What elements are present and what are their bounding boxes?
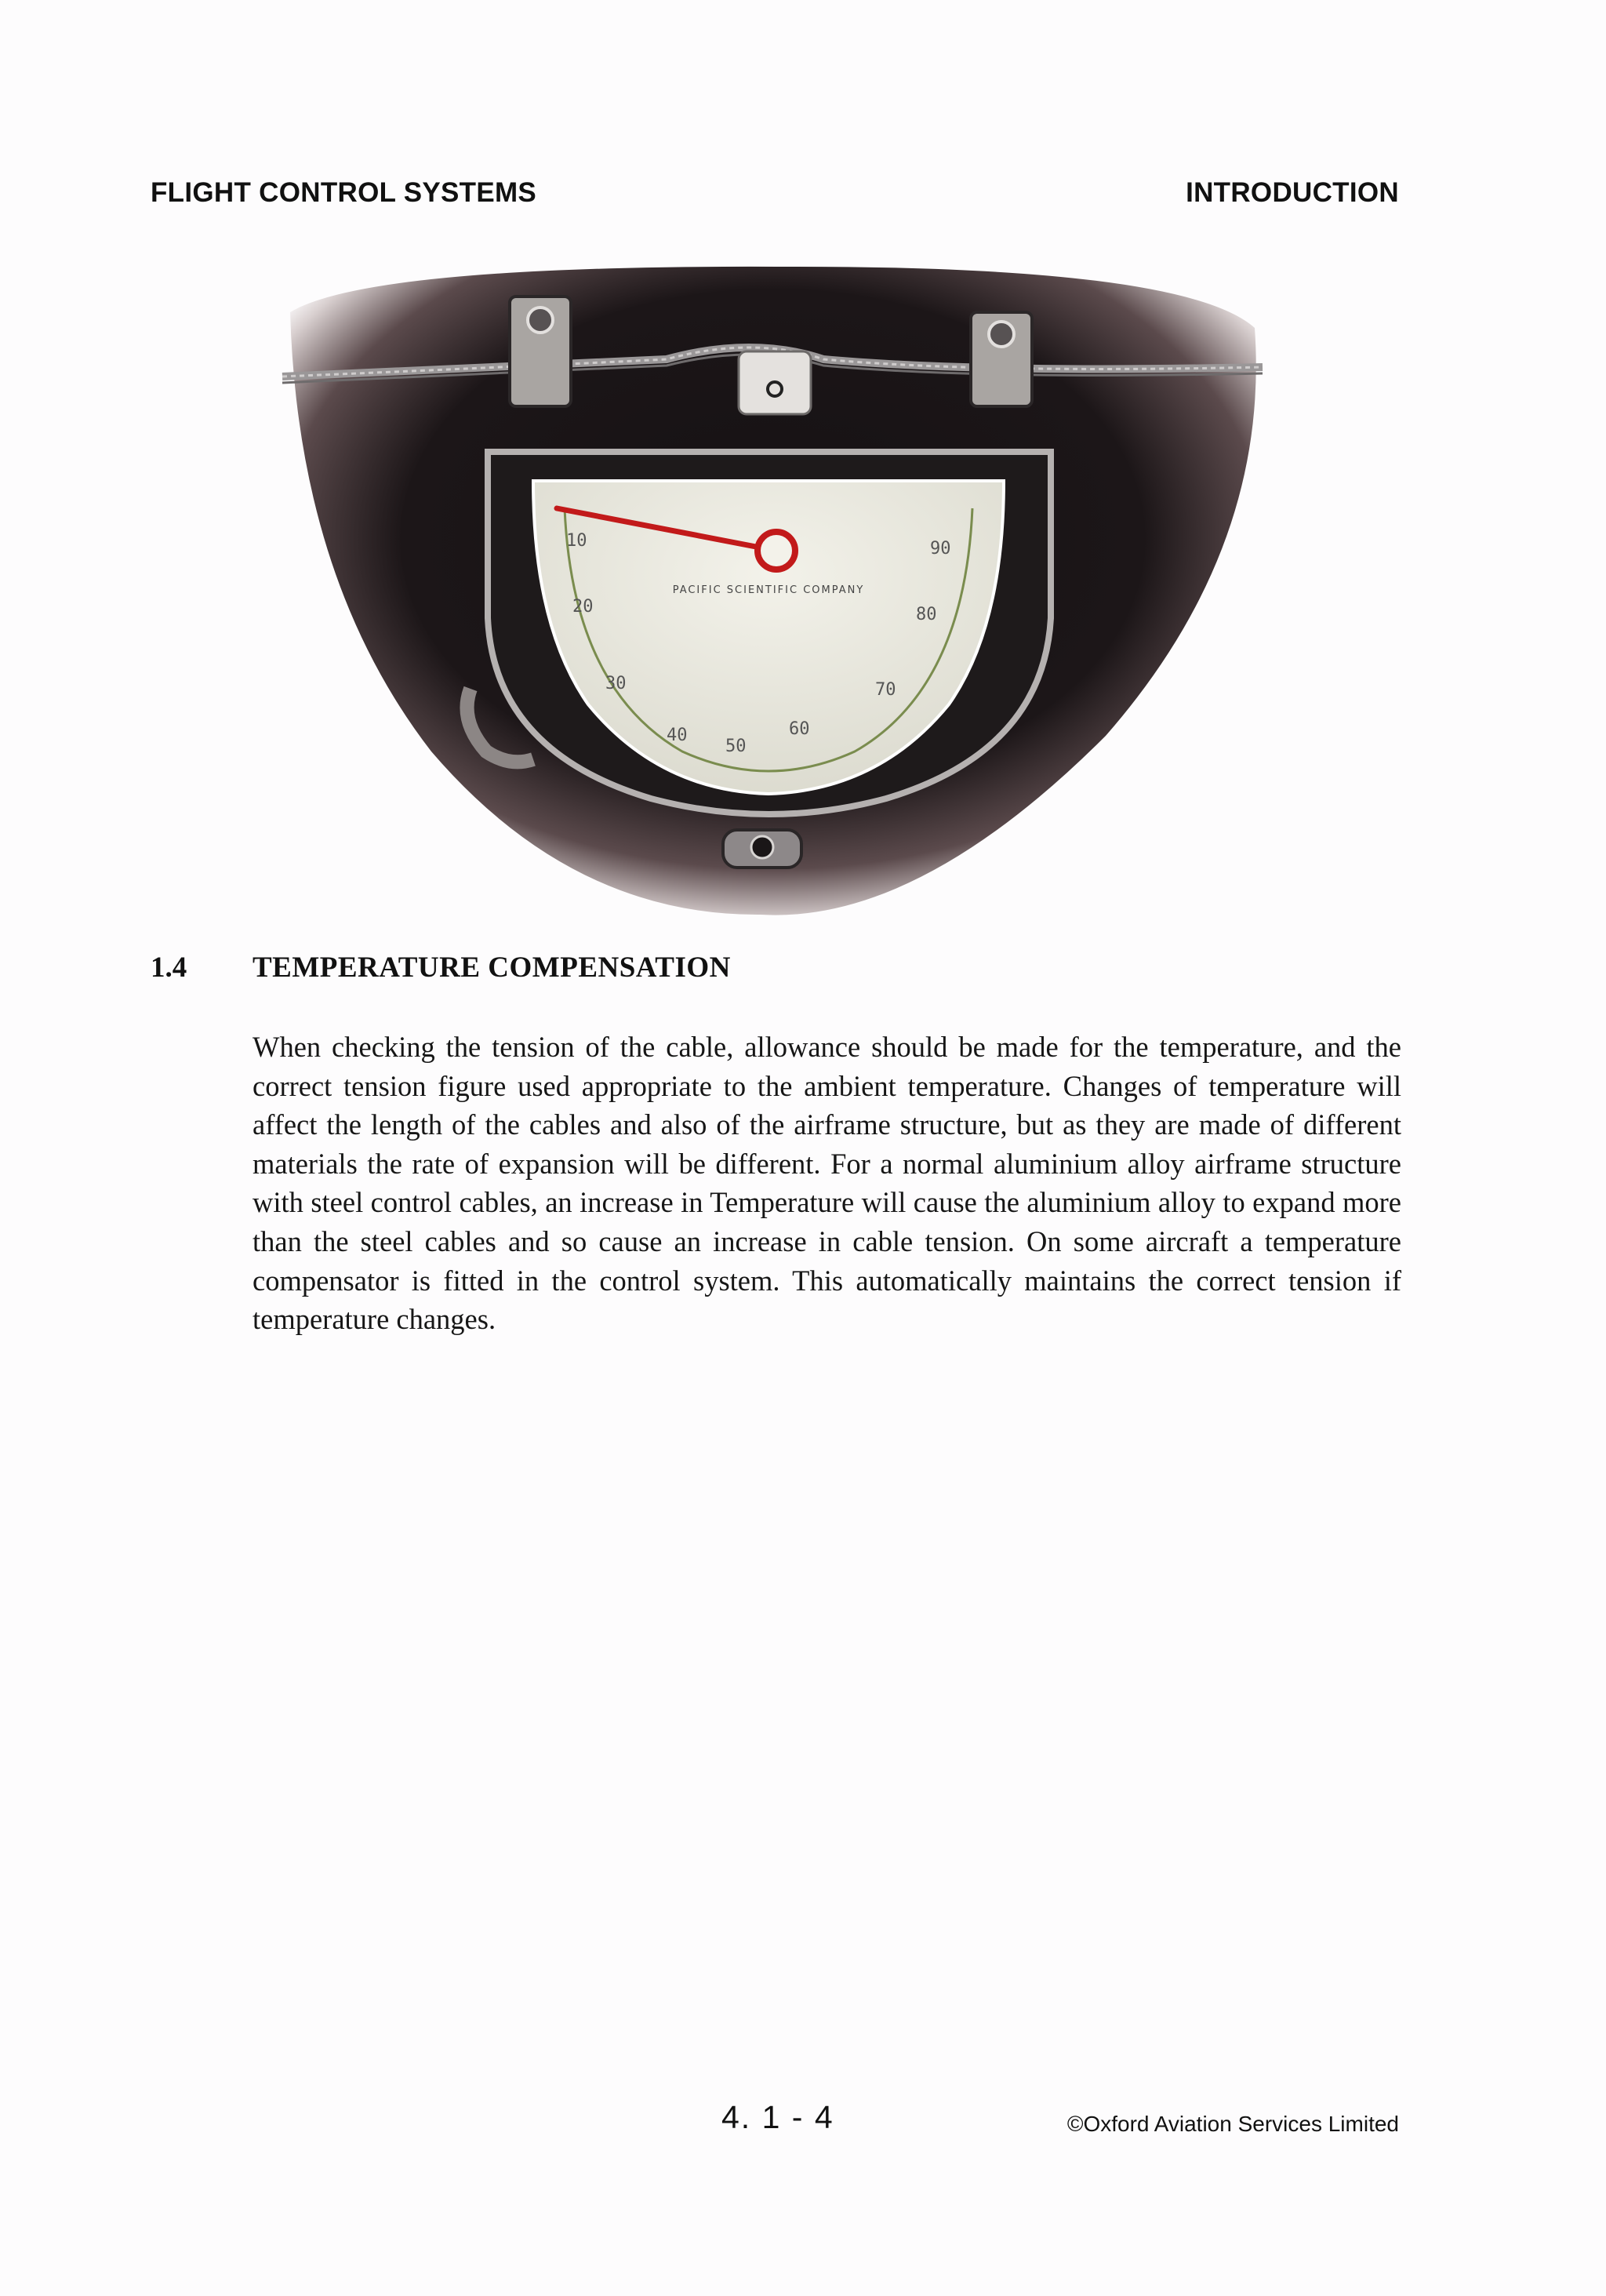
section-title: TEMPERATURE COMPENSATION bbox=[253, 952, 731, 984]
section-number: 1.4 bbox=[151, 952, 187, 984]
running-header-section: INTRODUCTION bbox=[1186, 177, 1399, 208]
tensiometer-photo bbox=[274, 249, 1270, 924]
dial-number: 40 bbox=[667, 726, 688, 745]
dial-number: 30 bbox=[605, 674, 627, 693]
dial-maker-label: PACIFIC SCIENTIFIC COMPANY bbox=[672, 584, 865, 596]
running-header-title: FLIGHT CONTROL SYSTEMS bbox=[151, 177, 537, 208]
mounting-tab-left bbox=[510, 297, 571, 406]
dial-number: 60 bbox=[789, 719, 810, 739]
page-number: 4. 1 - 4 bbox=[721, 2099, 834, 2135]
body-paragraph: When checking the tension of the cable, allowance should be made for the temperature, and the correct tension figure used appropriate to the ambient temperature. Changes of temperature will affect the length of the cables and also of the airframe structure, but as they are made of different materials the rate of expansion will be different. For a normal aluminium alloy airframe structure with steel control cables, an increase in Temperature will cause the aluminium alloy to expand more than the steel cables and so cause an increase in cable tension. On some aircraft a temperature compensator is fitted in the control system. This automatically maintains the correct tension if temperature changes. bbox=[253, 1031, 1401, 1336]
mounting-tab-right bbox=[971, 312, 1032, 406]
dial-number: 80 bbox=[916, 605, 937, 624]
dial-number: 90 bbox=[930, 539, 951, 559]
dial-number: 20 bbox=[572, 597, 594, 617]
copyright-notice: ©Oxford Aviation Services Limited bbox=[1066, 2112, 1399, 2136]
dial-number: 50 bbox=[725, 737, 747, 756]
dial-number: 70 bbox=[875, 680, 896, 700]
dial-number: 10 bbox=[566, 531, 587, 551]
